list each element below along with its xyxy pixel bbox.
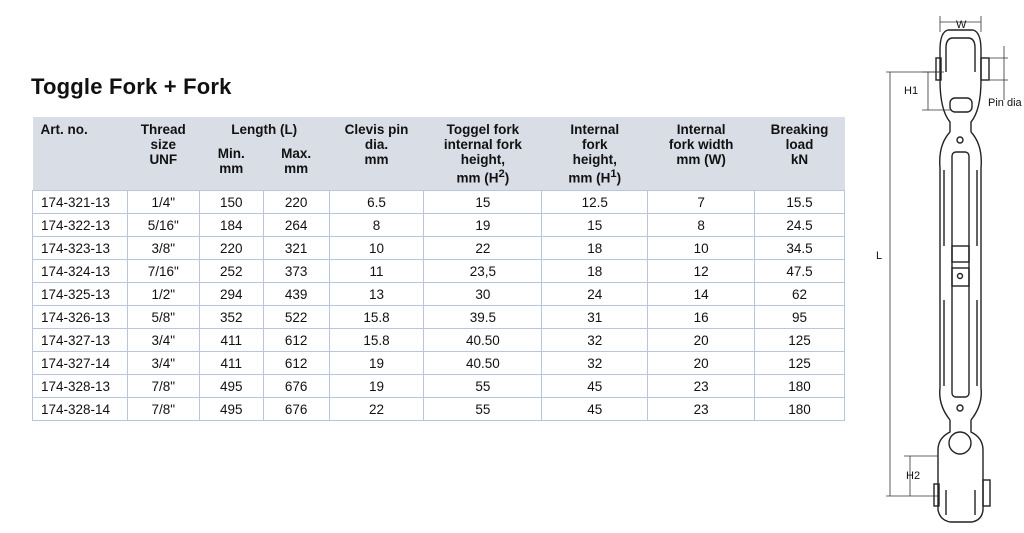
cell-fork-width: 23 [648, 375, 755, 398]
table-row [33, 329, 845, 352]
cell-fork-width: 10 [648, 237, 755, 260]
table-row [33, 352, 845, 375]
cell-length-min: 220 [199, 237, 263, 260]
dim-h1-label: H1 [904, 85, 919, 97]
cell-clevis-pin-dia: 6.5 [329, 191, 424, 214]
cell-toggle-fork-height: 39.5 [424, 306, 542, 329]
cell-length-min: 352 [199, 306, 263, 329]
cell-toggle-fork-height: 55 [424, 375, 542, 398]
cell-art-no: 174-321-13 [33, 191, 128, 214]
cell-fork-width: 14 [648, 283, 755, 306]
table-row [33, 306, 845, 329]
cell-fork-width: 7 [648, 191, 755, 214]
cell-thread-size: 3/4" [127, 352, 199, 375]
cell-length-max: 439 [263, 283, 329, 306]
cell-length-max: 612 [263, 352, 329, 375]
cell-length-max: 321 [263, 237, 329, 260]
cell-clevis-pin-dia: 22 [329, 398, 424, 421]
header-clevis-pin: Clevis pin dia. mm [329, 117, 424, 191]
cell-thread-size: 7/8" [127, 398, 199, 421]
cell-art-no: 174-322-13 [33, 214, 128, 237]
header-length-max: Max. mm [263, 146, 329, 191]
cell-length-min: 150 [199, 191, 263, 214]
cell-length-min: 411 [199, 329, 263, 352]
cell-internal-fork-height: 32 [542, 352, 648, 375]
turnbuckle-body-outline [940, 132, 982, 420]
cell-internal-fork-height: 18 [542, 260, 648, 283]
cell-breaking-load: 125 [755, 352, 845, 375]
spec-table-body [33, 191, 845, 421]
cell-internal-fork-height: 15 [542, 214, 648, 237]
cell-internal-fork-height: 32 [542, 329, 648, 352]
table-row [33, 191, 845, 214]
cell-fork-width: 20 [648, 329, 755, 352]
cell-length-min: 184 [199, 214, 263, 237]
cell-art-no: 174-327-13 [33, 329, 128, 352]
cell-fork-width: 16 [648, 306, 755, 329]
cell-length-max: 522 [263, 306, 329, 329]
cell-art-no: 174-324-13 [33, 260, 128, 283]
cell-length-min: 495 [199, 375, 263, 398]
cell-fork-width: 20 [648, 352, 755, 375]
table-row [33, 283, 845, 306]
header-internal-fork-height: Internal fork height, mm $(H^1)$ [542, 117, 648, 191]
table-row [33, 375, 845, 398]
table-row [33, 237, 845, 260]
cell-length-max: 264 [263, 214, 329, 237]
cell-internal-fork-height: 18 [542, 237, 648, 260]
dim-l-label: L [876, 250, 883, 262]
cell-breaking-load: 95 [755, 306, 845, 329]
cell-length-max: 220 [263, 191, 329, 214]
cell-art-no: 174-327-14 [33, 352, 128, 375]
dim-w-label: W [956, 19, 967, 31]
cell-toggle-fork-height: 40.50 [424, 352, 542, 375]
cell-clevis-pin-dia: 11 [329, 260, 424, 283]
cell-toggle-fork-height: 55 [424, 398, 542, 421]
cell-thread-size: 1/2" [127, 283, 199, 306]
cell-thread-size: 3/8" [127, 237, 199, 260]
cell-length-max: 676 [263, 375, 329, 398]
cell-breaking-load: 15.5 [755, 191, 845, 214]
cell-length-min: 495 [199, 398, 263, 421]
bottom-fork-outline [938, 420, 983, 522]
cell-length-min: 411 [199, 352, 263, 375]
header-breaking-load: Breaking load kN [755, 117, 845, 191]
cell-breaking-load: 180 [755, 375, 845, 398]
cell-internal-fork-height: 45 [542, 375, 648, 398]
table-row [33, 398, 845, 421]
header-thread-size: Thread size UNF [127, 117, 199, 191]
cell-internal-fork-height: 24 [542, 283, 648, 306]
dim-pin-dia-label: Pin dia [988, 97, 1022, 109]
header-length: Length (L) [199, 117, 329, 146]
cell-breaking-load: 180 [755, 398, 845, 421]
cell-thread-size: 5/16" [127, 214, 199, 237]
cell-art-no: 174-328-13 [33, 375, 128, 398]
cell-breaking-load: 24.5 [755, 214, 845, 237]
cell-clevis-pin-dia: 15.8 [329, 306, 424, 329]
cell-length-min: 252 [199, 260, 263, 283]
cell-clevis-pin-dia: 19 [329, 352, 424, 375]
cell-art-no: 174-323-13 [33, 237, 128, 260]
cell-clevis-pin-dia: 10 [329, 237, 424, 260]
spec-table [32, 117, 845, 421]
cell-internal-fork-height: 45 [542, 398, 648, 421]
cell-toggle-fork-height: 30 [424, 283, 542, 306]
cell-fork-width: 8 [648, 214, 755, 237]
cell-art-no: 174-325-13 [33, 283, 128, 306]
cell-toggle-fork-height: 22 [424, 237, 542, 260]
cell-toggle-fork-height: 23,5 [424, 260, 542, 283]
cell-thread-size: 5/8" [127, 306, 199, 329]
cell-thread-size: 1/4" [127, 191, 199, 214]
cell-clevis-pin-dia: 13 [329, 283, 424, 306]
cell-toggle-fork-height: 15 [424, 191, 542, 214]
cell-thread-size: 7/8" [127, 375, 199, 398]
cell-toggle-fork-height: 40.50 [424, 329, 542, 352]
cell-fork-width: 23 [648, 398, 755, 421]
cell-clevis-pin-dia: 19 [329, 375, 424, 398]
cell-thread-size: 3/4" [127, 329, 199, 352]
bottom-pin-head [983, 480, 990, 506]
cell-fork-width: 12 [648, 260, 755, 283]
page-title: Toggle Fork + Fork [31, 74, 232, 99]
header-art-no: Art. no. [33, 117, 128, 191]
top-pin-head [981, 58, 989, 80]
cell-toggle-fork-height: 19 [424, 214, 542, 237]
cell-internal-fork-height: 31 [542, 306, 648, 329]
cell-length-max: 373 [263, 260, 329, 283]
cell-length-max: 612 [263, 329, 329, 352]
cell-length-min: 294 [199, 283, 263, 306]
dim-h2-label: H2 [906, 470, 921, 482]
cell-breaking-load: 125 [755, 329, 845, 352]
header-length-min: Min. mm [199, 146, 263, 191]
cell-length-max: 676 [263, 398, 329, 421]
cell-clevis-pin-dia: 15.8 [329, 329, 424, 352]
cell-clevis-pin-dia: 8 [329, 214, 424, 237]
cell-art-no: 174-328-14 [33, 398, 128, 421]
header-toggle-fork-height: Toggel fork internal fork height, mm $(H^2)$ [424, 117, 542, 191]
toggle-fork-drawing [860, 10, 1024, 523]
header-fork-width: Internal fork width mm (W) [648, 117, 755, 191]
cell-breaking-load: 47.5 [755, 260, 845, 283]
table-row [33, 214, 845, 237]
table-row [33, 260, 845, 283]
cell-breaking-load: 34.5 [755, 237, 845, 260]
cell-internal-fork-height: 12.5 [542, 191, 648, 214]
cell-thread-size: 7/16" [127, 260, 199, 283]
cell-art-no: 174-326-13 [33, 306, 128, 329]
cell-breaking-load: 62 [755, 283, 845, 306]
